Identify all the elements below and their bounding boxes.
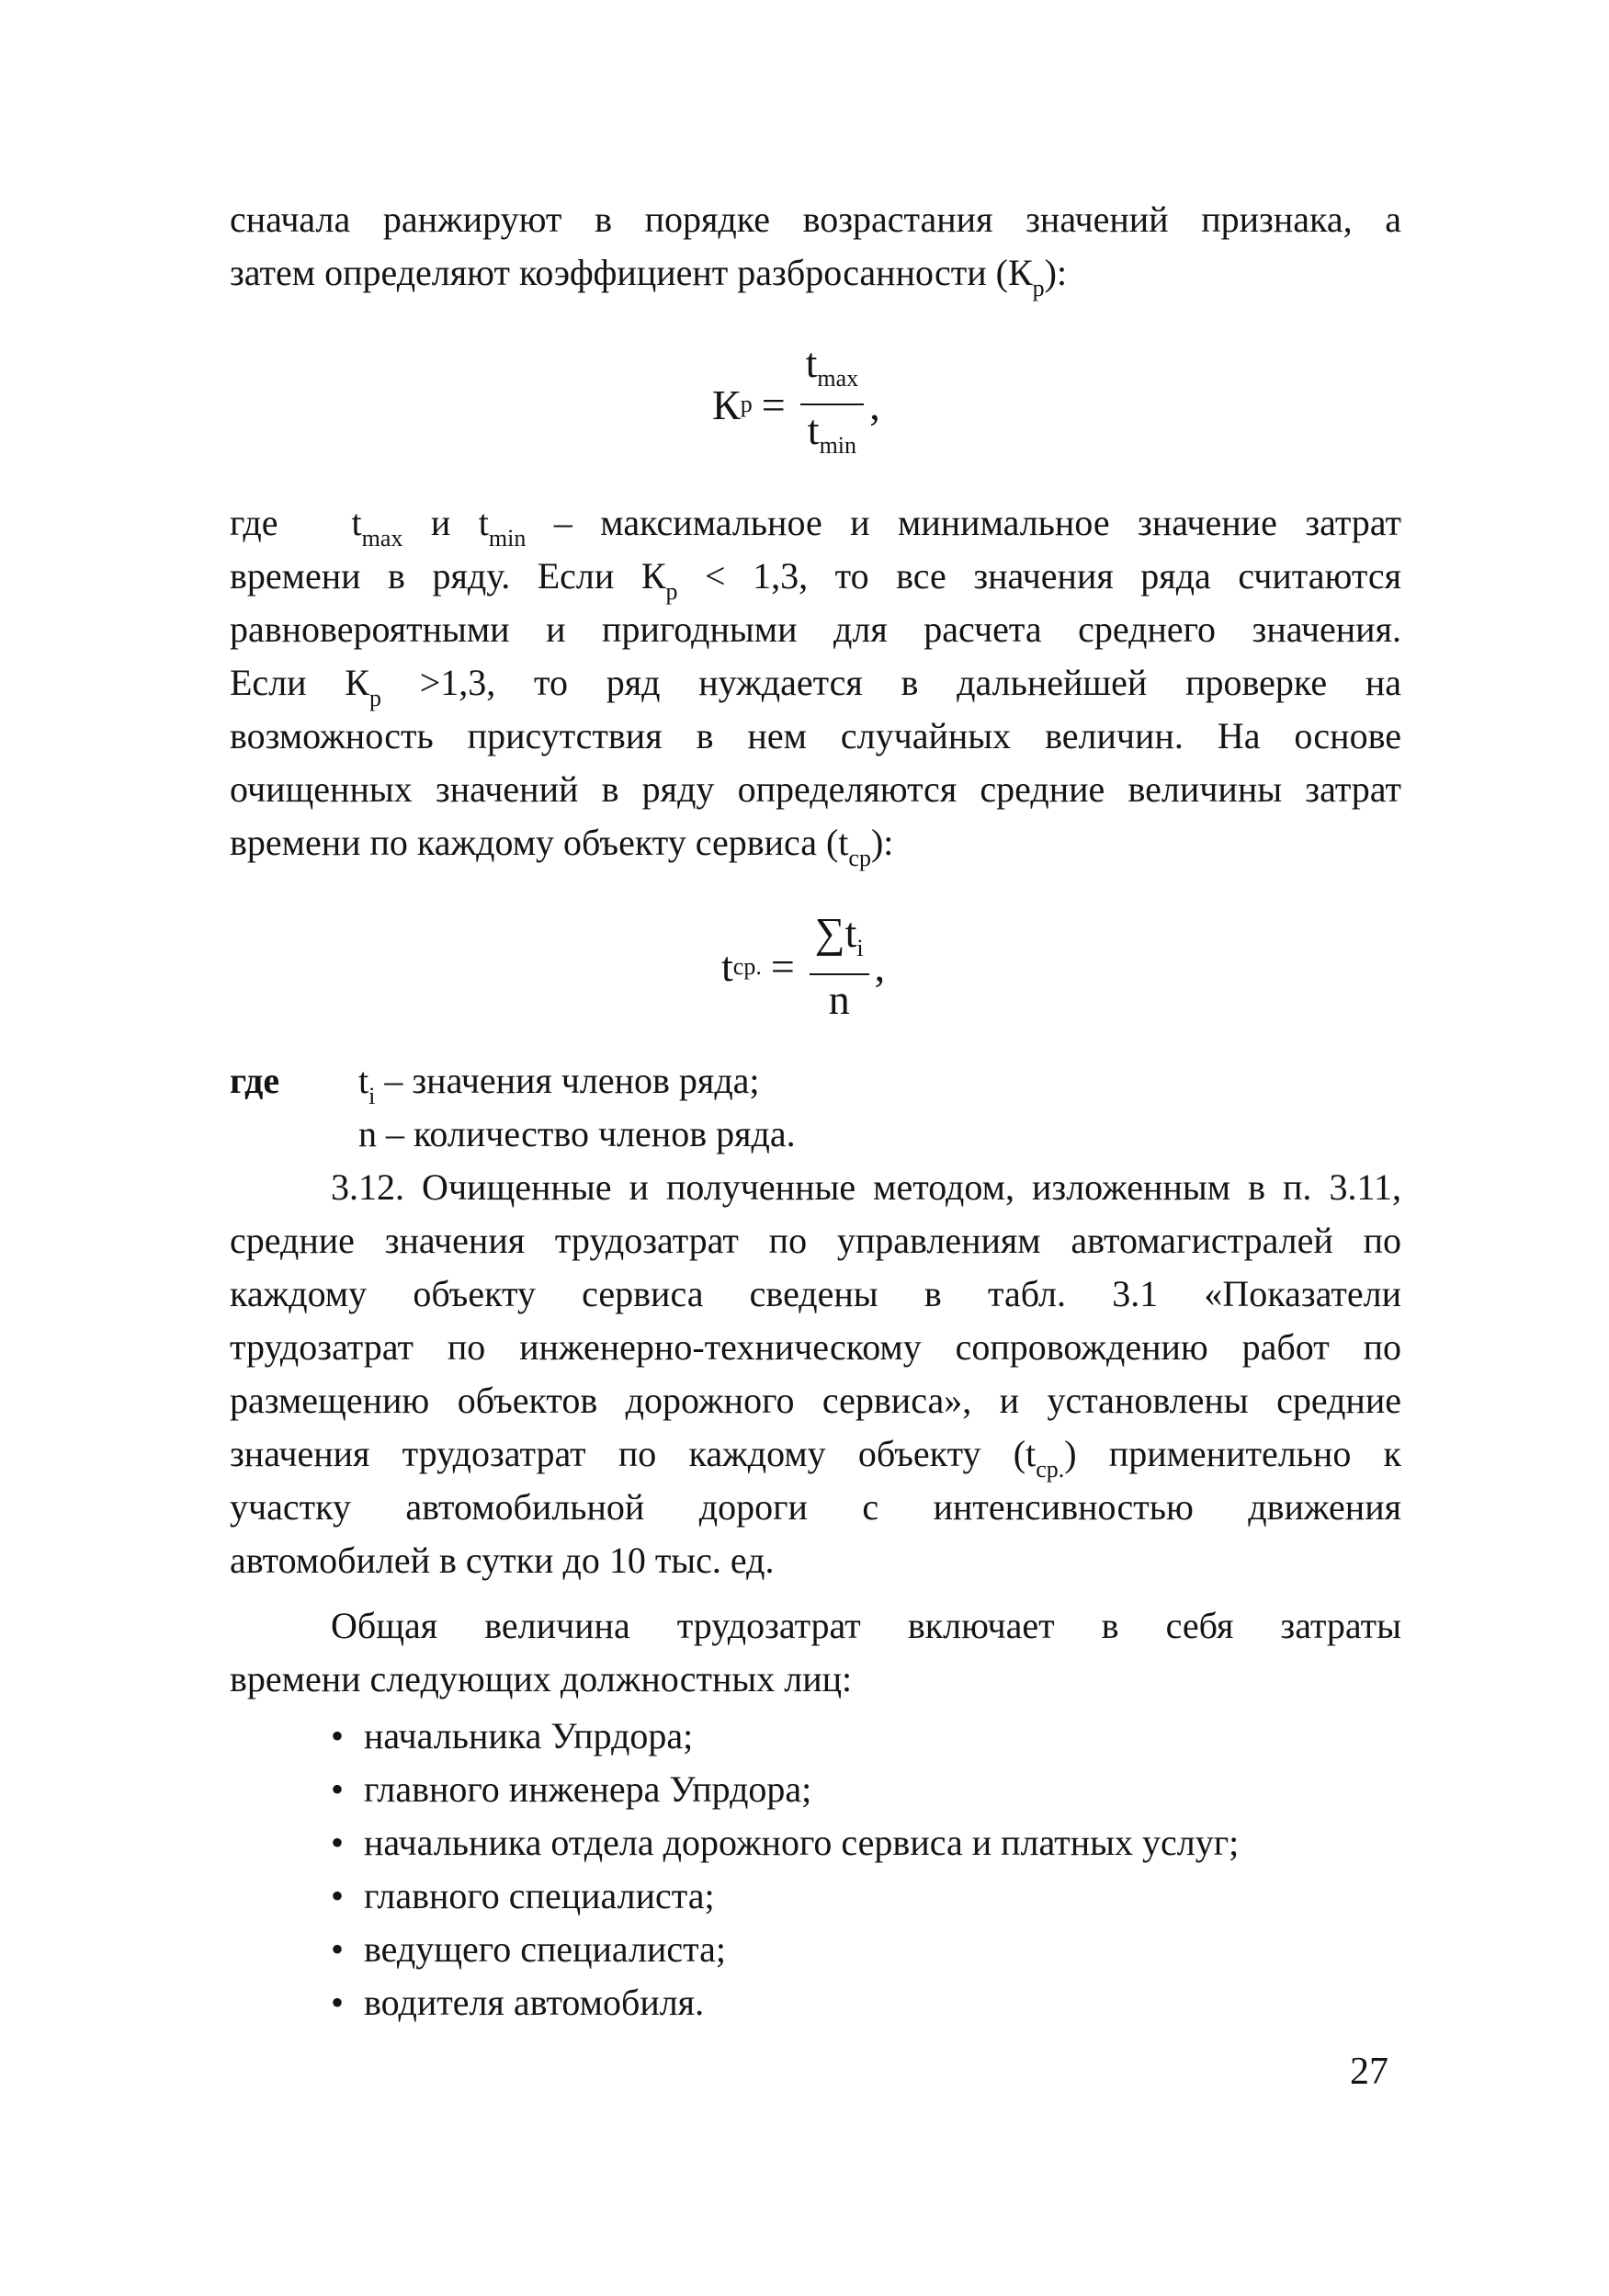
section-line-7: участку автомобильной дороги с интенсивностью движения: [230, 1486, 1401, 1528]
fraction: $\frac{\sum t_i}{n}$: [810, 910, 869, 1023]
explain2-line-1: $t_i$ – значения членов ряда;: [358, 1060, 760, 1109]
section-line-2: средние значения трудозатрат по управлениям автомагистралей по: [230, 1220, 1401, 1261]
explain1-line-3: равновероятными и пригодными для расчета среднего значения.: [230, 608, 1401, 650]
explain1-line-5: возможность присутствия в нем случайных величин. На основе: [230, 715, 1401, 756]
explain1-line-4: Если $К_р >1,3$, то ряд нуждается в дальнейшей проверке на: [230, 662, 1402, 711]
explain1-line-6: очищенных значений в ряду определяются средние величины затрат: [230, 768, 1401, 810]
where-label: где: [230, 1060, 280, 1101]
list-item: • водителя автомобиля.: [331, 1982, 705, 2023]
list-item: • главного инженера Упрдора;: [331, 1768, 812, 1810]
explain1-line-7: времени по каждому объекту сервиса $(t_{ср})$:: [230, 822, 894, 871]
summary-line-1: Общая величина трудозатрат включает в себя затраты: [331, 1605, 1401, 1646]
section-line-1: 3.12. Очищенные и полученные методом, изложенным в п. 3.11,: [331, 1166, 1401, 1208]
explain1-line-2: времени в ряду. Если $К_р < 1,3$, то все значения ряда считаются: [230, 555, 1402, 605]
list-item: • начальника Упрдора;: [331, 1715, 694, 1756]
list-item: • главного специалиста;: [331, 1875, 715, 1916]
explain1-line-1: где $t_{max}$ и $t_{min}$ – максимальное и минимальное значение затрат: [230, 502, 1401, 551]
section-line-4: трудозатрат по инженерно-техническому сопровождению работ по: [230, 1326, 1401, 1368]
section-line-8: автомобилей в сутки до 10 тыс. ед.: [230, 1540, 775, 1581]
fraction: $\frac{t_{max}}{t_{min}}$: [800, 340, 865, 469]
section-line-3: каждому объекту сервиса сведены в табл. 3.1 «Показатели: [230, 1273, 1401, 1314]
list-item: • ведущего специалиста;: [331, 1928, 726, 1970]
page-number: 27: [1350, 2051, 1388, 2093]
list-item: • начальника отдела дорожного сервиса и платных услуг;: [331, 1822, 1240, 1863]
formula-dispersion-coefficient: К р = $\frac{t_{max}}{t_{min}}$ ,: [712, 340, 880, 469]
formula-average-time: t ср. = $\frac{\sum t_i}{n}$ ,: [721, 909, 886, 1023]
summary-line-2: времени следующих должностных лиц:: [230, 1658, 853, 1699]
section-line-6: значения трудозатрат по каждому объекту $(t_{ср.})$ применительно к: [230, 1433, 1401, 1483]
intro-line-1: сначала ранжируют в порядке возрастания значений признака, а: [230, 199, 1401, 240]
explain2-line-2: n – количество членов ряда.: [358, 1113, 796, 1154]
section-line-5: размещению объектов дорожного сервиса», и установлены средние: [230, 1380, 1401, 1421]
intro-line-2: затем определяют коэффициент разбросанности $(К_р)$:: [230, 252, 1068, 301]
